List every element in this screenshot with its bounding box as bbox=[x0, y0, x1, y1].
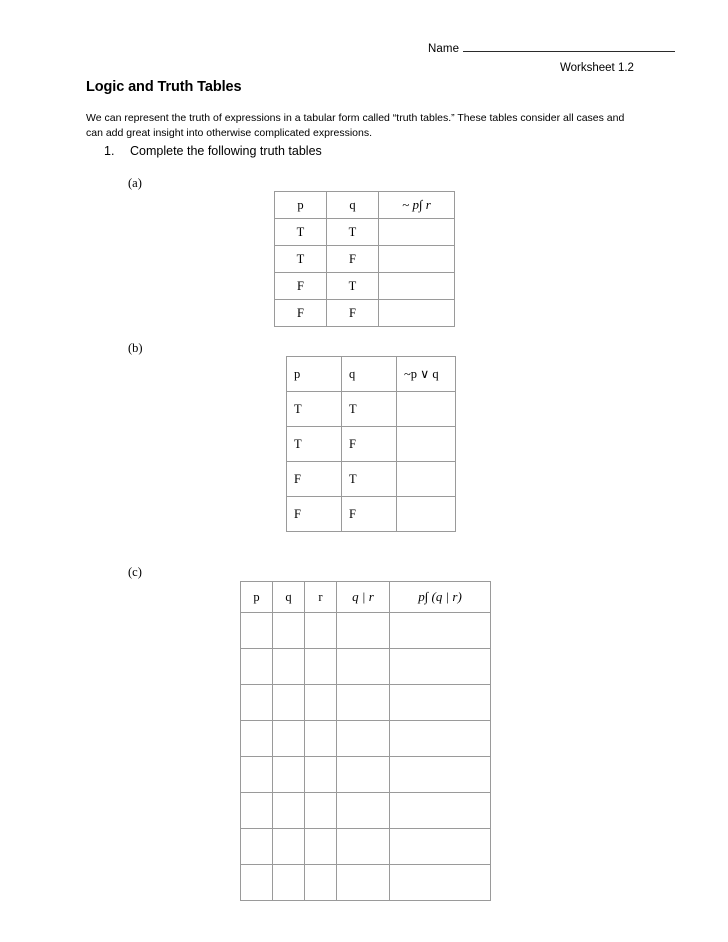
table-row bbox=[241, 721, 491, 757]
cell-p-blank[interactable] bbox=[241, 793, 273, 829]
header-cell-q: q bbox=[327, 192, 379, 219]
table-row bbox=[275, 273, 455, 300]
table-row bbox=[275, 246, 455, 273]
cell-p: F bbox=[275, 300, 327, 327]
cell-answer-blank[interactable] bbox=[390, 685, 491, 721]
cell-answer-blank[interactable] bbox=[397, 497, 456, 532]
cell-r-blank[interactable] bbox=[305, 685, 337, 721]
name-label: Name bbox=[428, 43, 460, 55]
cell-answer-blank[interactable] bbox=[337, 613, 390, 649]
header-cell-p: p bbox=[287, 357, 342, 392]
header-cell-q: q bbox=[342, 357, 397, 392]
cell-answer-blank[interactable] bbox=[379, 273, 455, 300]
cell-answer-blank[interactable] bbox=[390, 757, 491, 793]
cell-answer-blank[interactable] bbox=[397, 392, 456, 427]
cell-answer-blank[interactable] bbox=[397, 427, 456, 462]
cell-q-blank[interactable] bbox=[273, 649, 305, 685]
table-row bbox=[241, 829, 491, 865]
part-label-c: (c) bbox=[128, 565, 142, 579]
cell-p: F bbox=[287, 497, 342, 532]
cell-answer-blank[interactable] bbox=[390, 829, 491, 865]
header-cell-r: r bbox=[305, 582, 337, 613]
header-cell-expression-pqr bbox=[390, 582, 491, 613]
table-row bbox=[287, 392, 456, 427]
instruction-text: Complete the following truth tables bbox=[130, 144, 322, 158]
table-row bbox=[241, 793, 491, 829]
expression-text: p∫ (q | r) bbox=[418, 589, 462, 604]
truth-table-c bbox=[240, 581, 491, 901]
table-row bbox=[241, 649, 491, 685]
cell-p: F bbox=[287, 462, 342, 497]
cell-r-blank[interactable] bbox=[305, 793, 337, 829]
cell-answer-blank[interactable] bbox=[337, 865, 390, 901]
worksheet-number: Worksheet 1.2 bbox=[560, 62, 634, 74]
cell-q: F bbox=[342, 497, 397, 532]
cell-answer-blank[interactable] bbox=[337, 685, 390, 721]
cell-r-blank[interactable] bbox=[305, 865, 337, 901]
cell-q-blank[interactable] bbox=[273, 829, 305, 865]
table-row bbox=[241, 613, 491, 649]
cell-r-blank[interactable] bbox=[305, 649, 337, 685]
header-cell-q: q bbox=[273, 582, 305, 613]
cell-answer-blank[interactable] bbox=[390, 865, 491, 901]
cell-answer-blank[interactable] bbox=[390, 649, 491, 685]
header-cell-expression bbox=[379, 192, 455, 219]
truth-table-b bbox=[286, 356, 456, 532]
cell-q: F bbox=[327, 300, 379, 327]
table-row bbox=[275, 219, 455, 246]
cell-r-blank[interactable] bbox=[305, 721, 337, 757]
cell-q: F bbox=[342, 427, 397, 462]
table-row bbox=[275, 300, 455, 327]
cell-answer-blank[interactable] bbox=[337, 757, 390, 793]
cell-answer-blank[interactable] bbox=[337, 649, 390, 685]
cell-r-blank[interactable] bbox=[305, 829, 337, 865]
intro-paragraph: We can represent the truth of expressions in a tabular form called “truth tables.” These tables consider all cases and can add great insight into otherwise complicated expressions. bbox=[86, 112, 625, 139]
cell-q: F bbox=[327, 246, 379, 273]
cell-r-blank[interactable] bbox=[305, 613, 337, 649]
cell-q-blank[interactable] bbox=[273, 685, 305, 721]
table-header-row bbox=[275, 192, 455, 219]
cell-p-blank[interactable] bbox=[241, 829, 273, 865]
expression-text: ~ p∫ r bbox=[402, 197, 431, 212]
cell-q-blank[interactable] bbox=[273, 757, 305, 793]
table-header-row bbox=[241, 582, 491, 613]
cell-answer-blank[interactable] bbox=[390, 721, 491, 757]
cell-p: T bbox=[287, 427, 342, 462]
cell-q-blank[interactable] bbox=[273, 613, 305, 649]
cell-r-blank[interactable] bbox=[305, 757, 337, 793]
cell-q-blank[interactable] bbox=[273, 721, 305, 757]
truth-table-a bbox=[274, 191, 455, 327]
cell-p-blank[interactable] bbox=[241, 757, 273, 793]
table-row bbox=[287, 497, 456, 532]
cell-p-blank[interactable] bbox=[241, 613, 273, 649]
cell-answer-blank[interactable] bbox=[390, 613, 491, 649]
table-row bbox=[241, 685, 491, 721]
cell-answer-blank[interactable] bbox=[379, 219, 455, 246]
cell-p: T bbox=[275, 246, 327, 273]
table-row bbox=[287, 427, 456, 462]
page-title: Logic and Truth Tables bbox=[86, 79, 242, 95]
instruction-number: 1. bbox=[104, 144, 115, 158]
header-cell-p: p bbox=[275, 192, 327, 219]
cell-q: T bbox=[342, 392, 397, 427]
cell-answer-blank[interactable] bbox=[379, 300, 455, 327]
cell-q: T bbox=[327, 273, 379, 300]
cell-p-blank[interactable] bbox=[241, 685, 273, 721]
cell-p: T bbox=[287, 392, 342, 427]
cell-p: F bbox=[275, 273, 327, 300]
part-label-a: (a) bbox=[128, 176, 142, 190]
cell-p: T bbox=[275, 219, 327, 246]
cell-answer-blank[interactable] bbox=[390, 793, 491, 829]
cell-q-blank[interactable] bbox=[273, 865, 305, 901]
cell-q-blank[interactable] bbox=[273, 793, 305, 829]
table-row bbox=[241, 865, 491, 901]
cell-answer-blank[interactable] bbox=[337, 721, 390, 757]
cell-answer-blank[interactable] bbox=[337, 829, 390, 865]
cell-answer-blank[interactable] bbox=[397, 462, 456, 497]
header-cell-expression-qr bbox=[337, 582, 390, 613]
name-field-row bbox=[428, 43, 675, 55]
table-row bbox=[287, 462, 456, 497]
cell-answer-blank[interactable] bbox=[379, 246, 455, 273]
table-header-row bbox=[287, 357, 456, 392]
cell-p-blank[interactable] bbox=[241, 649, 273, 685]
cell-p-blank[interactable] bbox=[241, 865, 273, 901]
header-cell-p: p bbox=[241, 582, 273, 613]
part-label-b: (b) bbox=[128, 341, 143, 355]
table-row bbox=[241, 757, 491, 793]
expression-text: q | r bbox=[352, 589, 374, 604]
header-cell-expression: ~p ∨ q bbox=[397, 357, 456, 392]
cell-q: T bbox=[342, 462, 397, 497]
cell-answer-blank[interactable] bbox=[337, 793, 390, 829]
cell-q: T bbox=[327, 219, 379, 246]
instruction-item-1 bbox=[104, 144, 322, 158]
cell-p-blank[interactable] bbox=[241, 721, 273, 757]
name-write-in-line[interactable] bbox=[463, 50, 675, 52]
